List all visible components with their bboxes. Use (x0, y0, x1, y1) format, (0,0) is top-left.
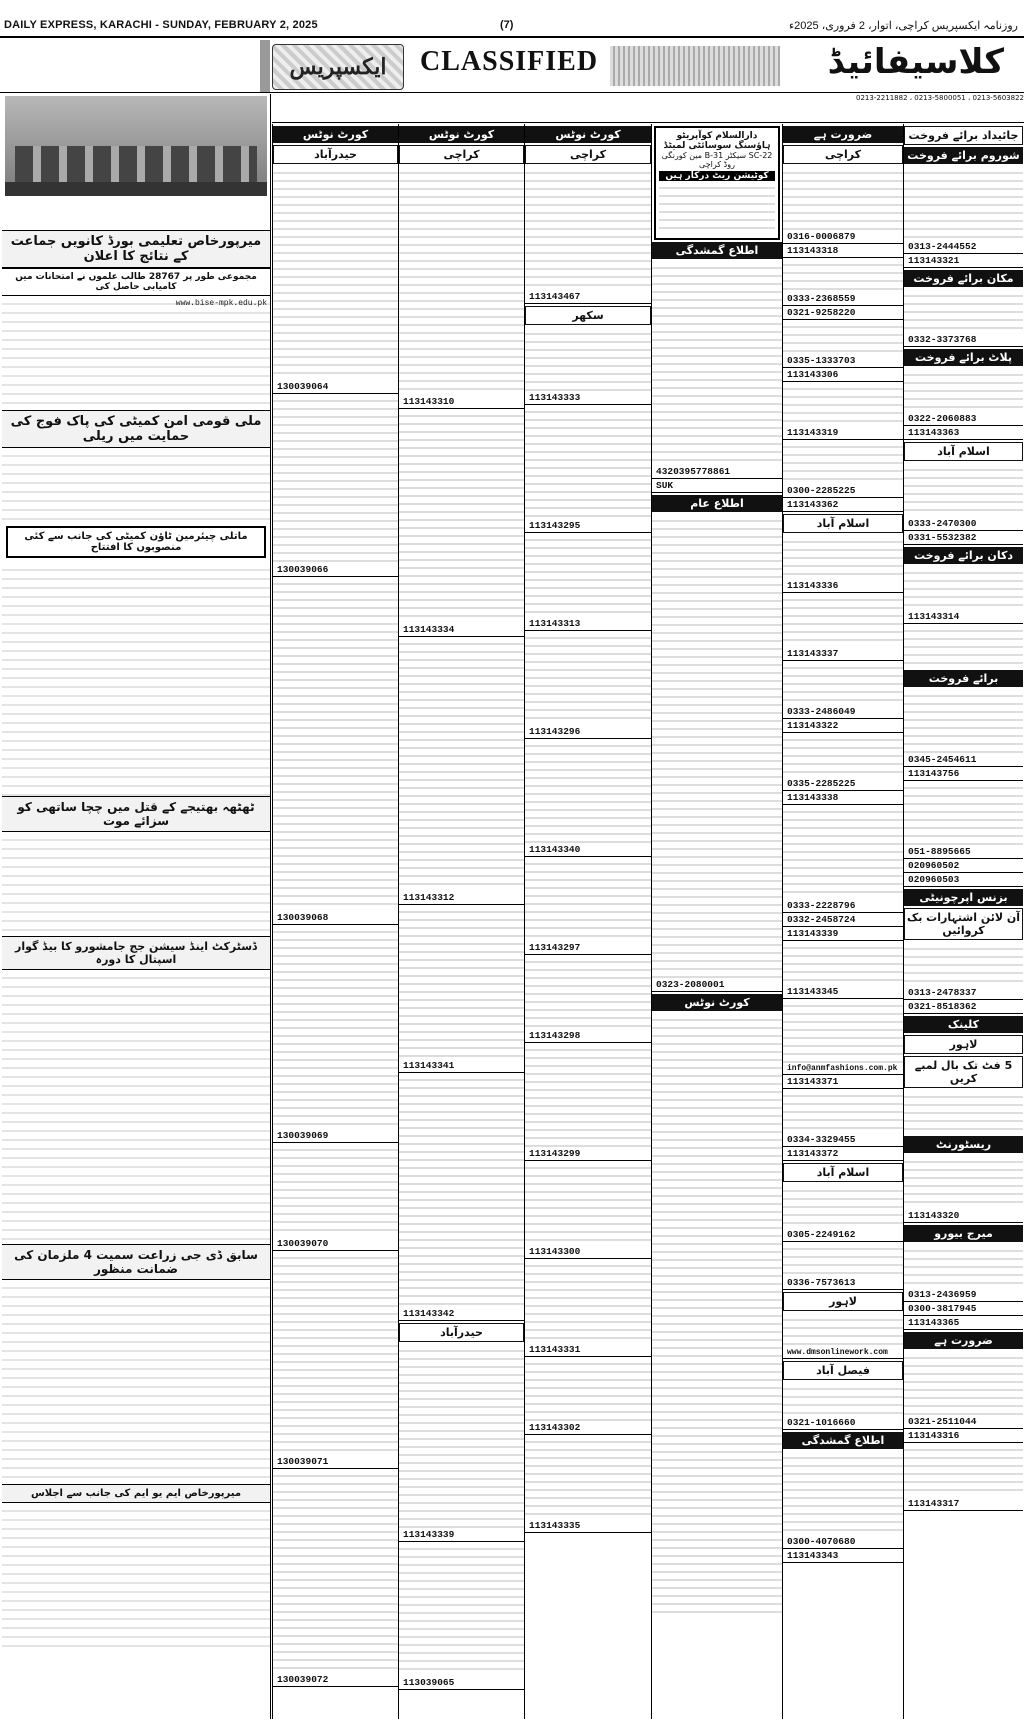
phone: 0300-3817945 (904, 1302, 1023, 1316)
ad-id: 113143316 (904, 1429, 1023, 1443)
phone: 0333-2470300 (904, 517, 1023, 531)
online-ads-header: آن لائن اشتہارات بک کروائیں (904, 908, 1023, 940)
city-hyderabad: حیدرآباد (273, 145, 398, 164)
ad-id: 130039066 (273, 563, 398, 577)
society-address: SC-22 سیکٹر 31-B مین کورنگی روڈ کراچی (661, 151, 773, 169)
phone: 051-8895665 (904, 845, 1023, 859)
ad-id: 113143342 (399, 1307, 524, 1321)
phone: 0332-3373768 (904, 333, 1023, 347)
wanted-column (782, 124, 903, 1719)
ad-id: 113143300 (525, 1245, 651, 1259)
city-sukkur: سکھر (525, 306, 651, 325)
ad-id: 113143340 (525, 843, 651, 857)
news-column (2, 94, 271, 1719)
ad-id: 113143314 (904, 610, 1023, 624)
phone: 020960502 (904, 859, 1023, 873)
headline-education-board: میرپورخاص تعلیمی بورڈ کانویں جماعت کے نتائج کا اعلان (2, 230, 270, 268)
ad-id: 113143363 (904, 426, 1023, 440)
classified-title-english: CLASSIFIED (420, 46, 599, 77)
ad-id: 113143336 (783, 579, 903, 593)
ad-id: 113143467 (525, 290, 651, 304)
ad-id: 130039064 (273, 380, 398, 394)
city-karachi: کراچی (399, 145, 524, 164)
lost-notice-header: اطلاع گمشدگی (652, 242, 782, 259)
ad-id: 113143333 (525, 391, 651, 405)
court-notice-header-4: کورٹ نوٹس (652, 994, 782, 1011)
ad-id: 113143322 (783, 719, 903, 733)
phone: 0336-7573613 (783, 1276, 903, 1290)
news-photo (5, 96, 267, 196)
classified-banner (0, 40, 1024, 93)
marriage-bureau-header: میرج بیورو (904, 1225, 1023, 1242)
phone-number: 0323-2080001 (652, 978, 782, 992)
court-notice-column-1 (272, 124, 398, 1719)
plot-sale-header: پلاٹ برائے فروخت (904, 349, 1023, 366)
city-lahore-2: لاہور (904, 1035, 1023, 1054)
ad-id: 130039068 (273, 911, 398, 925)
box-matli: ماتلی چیئرمین ٹاؤن کمیٹی کی جانب سے کئی منصوبوں کا افتتاح (6, 526, 266, 558)
headline-mum: میرپورخاص ایم یو ایم کی جانب سے اجلاس (2, 1484, 270, 1503)
ad-id: 113143295 (525, 519, 651, 533)
news-body-rally (2, 448, 270, 522)
headline-bail: سابق ڈی جی زراعت سمیت 4 ملزمان کی ضمانت منظور (2, 1244, 270, 1280)
ad-id: 113143756 (904, 767, 1023, 781)
ad-id: 113143317 (904, 1497, 1023, 1511)
ad-id: 130039071 (273, 1455, 398, 1469)
board-website: www.bise-mpk.edu.pk (175, 299, 267, 308)
phone: 0333-2486049 (783, 705, 903, 719)
ad-id: 113143334 (399, 623, 524, 637)
news-body-jamshoro (2, 970, 270, 1244)
ad-id: 113143338 (783, 791, 903, 805)
ad-id: 113143343 (783, 1549, 903, 1563)
ad-id: 113143320 (904, 1209, 1023, 1223)
phone: 0333-2368559 (783, 292, 903, 306)
city-islamabad: اسلام آباد (783, 514, 903, 533)
phone: 0322-2060883 (904, 412, 1023, 426)
public-notice-header: اطلاع عام (652, 495, 782, 512)
court-notice-column-3 (524, 124, 651, 1719)
express-logo: ایکسپریس (272, 44, 404, 90)
court-notice-header-1: کورٹ نوٹس (273, 126, 398, 143)
phone: 0333-2228796 (783, 899, 903, 913)
city-karachi-2: کراچی (525, 145, 651, 164)
restaurant-header: ریسٹورنٹ (904, 1136, 1023, 1153)
showroom-sale-header: شوروم برائے فروخت (904, 147, 1023, 164)
phone: 0300-4070680 (783, 1535, 903, 1549)
clinic-header: کلینک (904, 1016, 1023, 1033)
news-body-mum (2, 1503, 270, 1647)
phone: 0332-2458724 (783, 913, 903, 927)
phone: 0321-2511044 (904, 1415, 1023, 1429)
website[interactable]: www.dmsonlinework.com (783, 1347, 903, 1359)
ad-id: 113143372 (783, 1147, 903, 1161)
news-body-matli (2, 562, 270, 796)
email[interactable]: info@anmfashions.com.pk (783, 1063, 903, 1075)
court-notice-header-3: کورٹ نوٹس (525, 126, 651, 143)
city-lahore: لاہور (783, 1292, 903, 1311)
city-islamabad-3: اسلام آباد (904, 442, 1023, 461)
lost-notice-header-2: اطلاع گمشدگی (783, 1432, 903, 1449)
ad-id: 113143318 (783, 244, 903, 258)
ad-id: 113143299 (525, 1147, 651, 1161)
city-islamabad-2: اسلام آباد (783, 1163, 903, 1182)
phone: 0335-2285225 (783, 777, 903, 791)
ad-id: 113143335 (525, 1519, 651, 1533)
phone: 0321-9258220 (783, 306, 903, 320)
ad-id: 130039072 (273, 1673, 398, 1687)
ad-id: 113143302 (525, 1421, 651, 1435)
ad-id: 113143298 (525, 1029, 651, 1043)
headline-jamshoro: ڈسٹرکٹ اینڈ سیشن جج جامشورو کا بیڈ گوار اسپتال کا دورہ (2, 936, 270, 970)
headline-thatta: ٹھٹھہ بھتیجے کے قتل میں چچا ساتھی کو سزائے موت (2, 796, 270, 832)
dateline (0, 18, 1024, 38)
classified-title-urdu: کلاسیفائیڈ (827, 42, 1004, 82)
phone: 0313-2478337 (904, 986, 1023, 1000)
phone: 0305-2249162 (783, 1228, 903, 1242)
phone: 0316-0006879 (783, 230, 903, 244)
shop-sale-header: دکان برائے فروخت (904, 547, 1023, 564)
ad-id: 113143337 (783, 647, 903, 661)
dateline-english: DAILY EXPRESS, KARACHI - SUNDAY, FEBRUARY 2, 2025 (4, 19, 318, 31)
house-sale-header: مکان برائے فروخت (904, 270, 1023, 287)
ad-id: 130039069 (273, 1129, 398, 1143)
banner-decoration (260, 40, 270, 92)
phone: 0300-2285225 (783, 484, 903, 498)
phone: 020960503 (904, 873, 1023, 887)
ad-id: 113143321 (904, 254, 1023, 268)
phone-number: 4320395778861 (652, 465, 782, 479)
ad-id: 113143306 (783, 368, 903, 382)
ad-id: 113143339 (783, 927, 903, 941)
notices-column (651, 124, 782, 1719)
subheadline-education: مجموعی طور پر 28767 طالب علموں نے امتحانات میں کامیابی حاصل کی (2, 268, 270, 296)
ad-id: 113143362 (783, 498, 903, 512)
news-body-thatta (2, 832, 270, 936)
info-phones: 0213-5603822 ، 0213-5800051 ، 0213-2211882 (856, 94, 1024, 102)
ad-id: 113143371 (783, 1075, 903, 1089)
ad-id: 130039070 (273, 1237, 398, 1251)
ad-id: 113143319 (783, 426, 903, 440)
ad-id: 113143296 (525, 725, 651, 739)
wanted-header-2: ضرورت ہے (904, 1332, 1023, 1349)
ad-id: 113143313 (525, 617, 651, 631)
news-body-bail (2, 1280, 270, 1484)
court-notice-column-2 (398, 124, 524, 1719)
phone: 0313-2436959 (904, 1288, 1023, 1302)
city-code: SUK (652, 479, 782, 493)
hair-ad-header: 5 فٹ تک بال لمبے کریں (904, 1056, 1023, 1088)
court-notice-header-2: کورٹ نوٹس (399, 126, 524, 143)
dateline-urdu: روزنامہ ایکسپریس کراچی، اتوار، 2 فروری، 2025ء (788, 20, 1018, 32)
property-sale-header: جائیداد برائے فروخت (904, 126, 1023, 145)
ad-id: 113143310 (399, 395, 524, 409)
for-sale-header: برائے فروخت (904, 670, 1023, 687)
city-karachi-3: کراچی (783, 145, 903, 164)
phone: 0313-2444552 (904, 240, 1023, 254)
page-number: (7) (500, 19, 514, 31)
quotation-notice: کوٹیشن ریٹ درکار ہیں (659, 171, 775, 181)
phone: 0345-2454611 (904, 753, 1023, 767)
ad-id: 113143331 (525, 1343, 651, 1357)
phone: 0321-1016660 (783, 1416, 903, 1430)
ad-id: 113143341 (399, 1059, 524, 1073)
ad-id: 113143345 (783, 985, 903, 999)
wanted-header: ضرورت ہے (783, 126, 903, 143)
city-faisalabad: فیصل آباد (783, 1361, 903, 1380)
cooperative-society-box (654, 126, 780, 240)
society-title: دارالسلام کوآپریٹو ہاؤسنگ سوسائٹی لمیٹڈ (663, 131, 771, 151)
phone: 0335-1333703 (783, 354, 903, 368)
phone: 0331-5532382 (904, 531, 1023, 545)
ad-id: 113039065 (399, 1676, 524, 1690)
ad-id: 113143297 (525, 941, 651, 955)
business-opportunity-header: بزنس اپرچونیٹی (904, 889, 1023, 906)
news-body-education (2, 296, 270, 410)
phone: 0321-8518362 (904, 1000, 1023, 1014)
ad-id: 113143365 (904, 1316, 1023, 1330)
info-bar (272, 94, 1024, 123)
city-hyderabad-2: حیدرآباد (399, 1323, 524, 1342)
phone: 0334-3329455 (783, 1133, 903, 1147)
property-column (903, 124, 1023, 1719)
headline-peace-committee: ملی قومی امن کمیٹی کی پاک فوج کی حمایت میں ریلی (2, 410, 270, 448)
ad-id: 113143339 (399, 1528, 524, 1542)
ad-id: 113143312 (399, 891, 524, 905)
banner-illustration (610, 46, 780, 86)
